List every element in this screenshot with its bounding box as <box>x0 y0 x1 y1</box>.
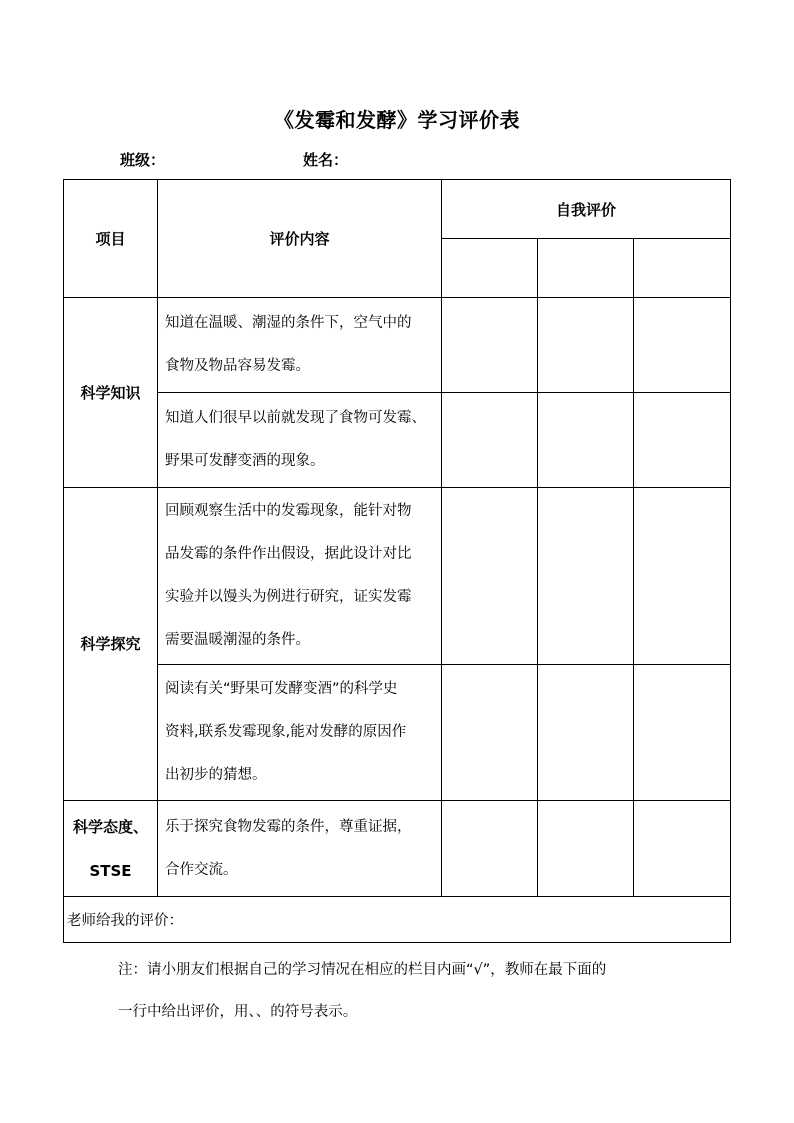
rating-cell[interactable] <box>442 488 538 665</box>
header-self-eval: 自我评价 <box>442 180 731 239</box>
class-label: 班级： <box>120 151 166 169</box>
table-row <box>64 801 731 897</box>
content-cell <box>158 488 442 665</box>
rating-cell[interactable] <box>442 393 538 488</box>
content-line: 资料,联系发霉现象,能对发酵的原因作 <box>165 724 407 740</box>
self-eval-col-2[interactable] <box>538 239 634 298</box>
rating-cell[interactable] <box>538 298 634 393</box>
rating-cell[interactable] <box>538 665 634 801</box>
content-line: 野果可发酵变酒的现象。 <box>165 453 325 469</box>
table-row <box>64 665 731 801</box>
category-attitude <box>64 801 158 897</box>
rating-cell[interactable] <box>538 393 634 488</box>
rating-cell[interactable] <box>634 393 731 488</box>
header-item: 项目 <box>64 180 158 298</box>
content-cell <box>158 393 442 488</box>
rating-cell[interactable] <box>634 298 731 393</box>
table-row <box>64 393 731 488</box>
header-content: 评价内容 <box>158 180 442 298</box>
category-knowledge: 科学知识 <box>64 298 158 488</box>
rating-cell[interactable] <box>442 298 538 393</box>
rating-cell[interactable] <box>442 665 538 801</box>
content-line: 合作交流。 <box>165 861 238 878</box>
category-line: STSE <box>89 861 132 880</box>
teacher-row <box>64 897 731 943</box>
content-line: 出初步的猜想。 <box>165 767 267 783</box>
content-line: 阅读有关“野果可发酵变酒”的科学史 <box>165 681 398 697</box>
page-title: 《发霉和发酵》学习评价表 <box>274 108 520 132</box>
content-line: 乐于探究食物发霉的条件，尊重证据， <box>165 818 412 835</box>
category-inquiry: 科学探究 <box>64 488 158 801</box>
content-line: 知道在温暖、潮湿的条件下，空气中的 <box>165 315 412 331</box>
self-eval-col-3[interactable] <box>634 239 731 298</box>
note-line-2: 一行中给出评价，用、、的符号表示。 <box>118 1004 358 1020</box>
rating-cell[interactable] <box>634 665 731 801</box>
content-cell <box>158 665 442 801</box>
rating-cell[interactable] <box>634 801 731 897</box>
name-label: 姓名： <box>303 151 349 169</box>
content-cell <box>158 801 442 897</box>
rating-cell[interactable] <box>634 488 731 665</box>
teacher-evaluation[interactable]: 老师给我的评价： <box>64 897 731 943</box>
content-line: 食物及物品容易发霉。 <box>165 358 310 374</box>
content-line: 知道人们很早以前就发现了食物可发霉、 <box>165 410 426 426</box>
self-eval-col-1[interactable] <box>442 239 538 298</box>
rating-cell[interactable] <box>538 801 634 897</box>
content-line: 实验并以馒头为例进行研究，证实发霉 <box>165 589 412 605</box>
table-row <box>64 298 731 393</box>
evaluation-table <box>63 179 731 943</box>
content-line: 需要温暖潮湿的条件。 <box>165 632 310 648</box>
header-row <box>64 180 731 239</box>
note-line-1: 注：请小朋友们根据自己的学习情况在相应的栏目内画“√”，教师在最下面的 <box>118 962 607 978</box>
content-line: 回顾观察生活中的发霉现象，能针对物 <box>165 503 412 519</box>
rating-cell[interactable] <box>442 801 538 897</box>
rating-cell[interactable] <box>538 488 634 665</box>
table-row <box>64 488 731 665</box>
category-line: 科学态度、 <box>72 817 148 836</box>
content-cell <box>158 298 442 393</box>
content-line: 品发霉的条件作出假设，据此设计对比 <box>165 546 412 562</box>
